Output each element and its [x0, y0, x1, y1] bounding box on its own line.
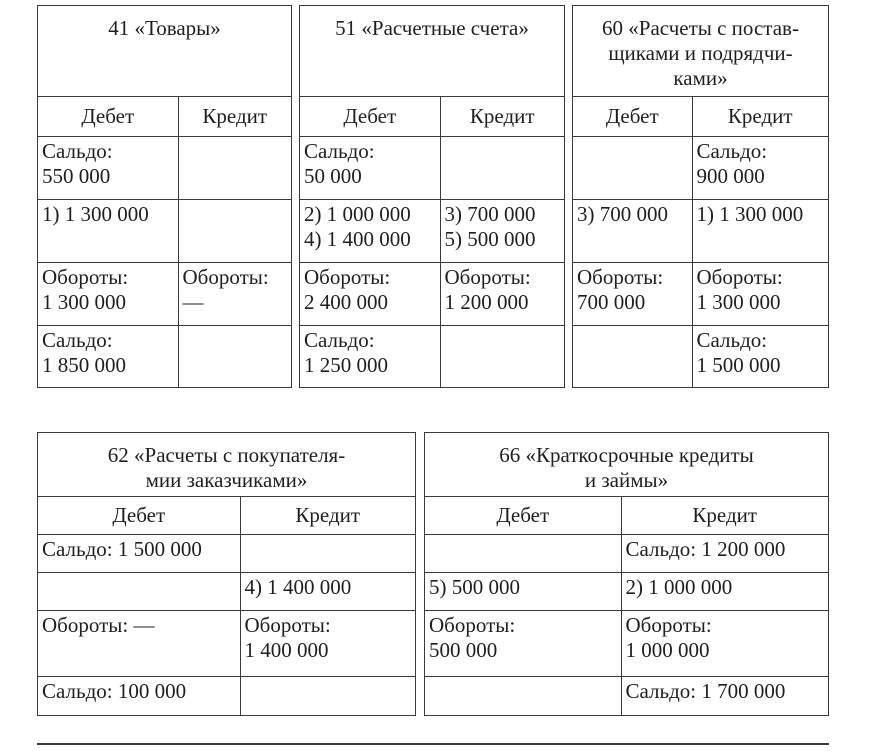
account-60-postavshchiki	[572, 5, 829, 388]
credit-header: Кредит	[178, 96, 291, 136]
debit-cell: Обороты: 1 300 000	[38, 262, 178, 325]
debit-cell: Обороты: 700 000	[573, 262, 692, 325]
debit-header: Дебет	[425, 496, 621, 534]
credit-cell: 2) 1 000 000	[621, 572, 828, 610]
credit-cell: Обороты: 1 200 000	[440, 262, 564, 325]
debit-cell: Сальдо: 550 000	[38, 136, 178, 199]
debit-cell: Сальдо: 1 500 000	[38, 534, 240, 572]
account-66-kredity-i-zaimy	[424, 432, 829, 716]
credit-cell: 1) 1 300 000	[692, 199, 828, 262]
credit-header: Кредит	[692, 96, 828, 136]
debit-cell: Обороты: 500 000	[425, 610, 621, 676]
debit-cell: 2) 1 000 000 4) 1 400 000	[300, 199, 440, 262]
credit-cell	[178, 199, 291, 262]
credit-header: Кредит	[440, 96, 564, 136]
credit-cell	[240, 676, 415, 715]
debit-cell	[573, 136, 692, 199]
account-41-tovary	[37, 5, 292, 388]
debit-cell: 1) 1 300 000	[38, 199, 178, 262]
debit-cell: Сальдо: 100 000	[38, 676, 240, 715]
account-62-pokupateli	[37, 432, 416, 716]
debit-cell: 5) 500 000	[425, 572, 621, 610]
debit-cell: 3) 700 000	[573, 199, 692, 262]
debit-cell	[573, 325, 692, 387]
credit-cell: Сальдо: 1 200 000	[621, 534, 828, 572]
debit-cell: Сальдо: 50 000	[300, 136, 440, 199]
account-title: 62 «Расчеты с покупателя- мии заказчиками»	[38, 433, 415, 496]
credit-cell	[240, 534, 415, 572]
debit-cell: Обороты: —	[38, 610, 240, 676]
account-title: 51 «Расчетные счета»	[300, 6, 564, 96]
credit-cell: 3) 700 000 5) 500 000	[440, 199, 564, 262]
debit-cell: Сальдо: 1 250 000	[300, 325, 440, 387]
bottom-divider	[37, 743, 829, 745]
credit-header: Кредит	[240, 496, 415, 534]
credit-cell	[178, 325, 291, 387]
credit-cell	[178, 136, 291, 199]
debit-cell: Сальдо: 1 850 000	[38, 325, 178, 387]
credit-cell: Обороты: 1 000 000	[621, 610, 828, 676]
debit-cell: Обороты: 2 400 000	[300, 262, 440, 325]
account-title: 60 «Расчеты с постав- щиками и подрядчи- ками»	[573, 6, 828, 96]
credit-cell	[440, 136, 564, 199]
credit-cell: Сальдо: 1 500 000	[692, 325, 828, 387]
account-title: 41 «Товары»	[38, 6, 291, 96]
debit-cell	[38, 572, 240, 610]
credit-cell: Сальдо: 900 000	[692, 136, 828, 199]
credit-cell: Сальдо: 1 700 000	[621, 676, 828, 715]
credit-header: Кредит	[621, 496, 828, 534]
credit-cell: Обороты: 1 300 000	[692, 262, 828, 325]
debit-cell	[425, 534, 621, 572]
debit-header: Дебет	[300, 96, 440, 136]
credit-cell	[440, 325, 564, 387]
debit-header: Дебет	[573, 96, 692, 136]
debit-header: Дебет	[38, 496, 240, 534]
account-title: 66 «Краткосрочные кредиты и займы»	[425, 433, 828, 496]
credit-cell: 4) 1 400 000	[240, 572, 415, 610]
debit-cell	[425, 676, 621, 715]
debit-header: Дебет	[38, 96, 178, 136]
credit-cell: Обороты: —	[178, 262, 291, 325]
account-51-raschetnye-scheta	[299, 5, 565, 388]
credit-cell: Обороты: 1 400 000	[240, 610, 415, 676]
